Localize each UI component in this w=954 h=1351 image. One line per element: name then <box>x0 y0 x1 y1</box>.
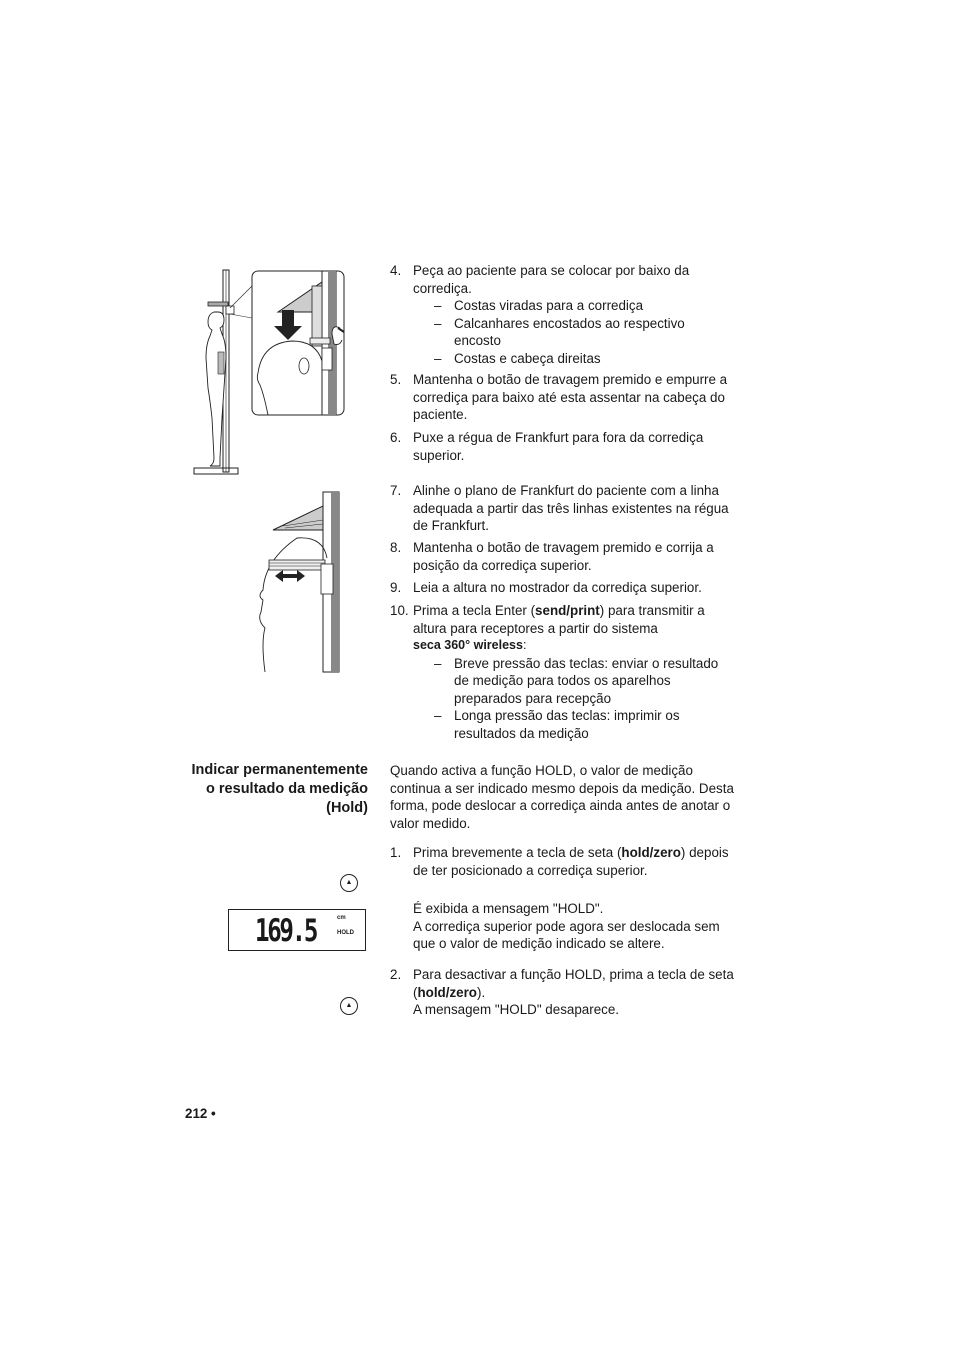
step-text: Puxe a régua de Frankfurt para fora da corrediça superior. <box>413 430 704 463</box>
step-text: Mantenha o botão de travagem premido e corrija a posição da corrediça superior. <box>413 540 714 573</box>
sub-item: – Calcanhares encostados ao respectivo encosto <box>413 315 735 350</box>
step-text: Leia a altura no mostrador da corrediça superior. <box>413 580 702 595</box>
sub-item: – Costas e cabeça direitas <box>413 350 735 368</box>
step-text: Peça ao paciente para se colocar por baixo da corrediça. <box>413 263 690 296</box>
step-9 <box>390 579 735 597</box>
hold-intro: Quando activa a função HOLD, o valor de medição continua a ser indicado mesmo depois da medição. Desta forma, pode deslocar a corrediça ainda antes de anotar o valor medido. <box>390 763 734 831</box>
step-number: 7. <box>390 483 402 498</box>
frankfurt-plane-illustration <box>255 490 355 674</box>
step-7 <box>390 482 735 535</box>
step-4 <box>390 262 735 367</box>
hold-zero-key-label: hold/zero <box>621 845 681 860</box>
step-text: Prima brevemente a tecla de seta (hold/zero) depois de ter posicionado a corrediça superior. <box>413 845 729 878</box>
step-number: 6. <box>390 430 402 445</box>
step-number: 1. <box>390 845 402 860</box>
step-8 <box>390 539 735 574</box>
hold-step-2 <box>390 966 735 1019</box>
step-result: É exibida a mensagem "HOLD". <box>413 901 604 916</box>
step-result: A corrediça superior pode agora ser deslocada sem que o valor de medição indicado se altere. <box>413 918 720 951</box>
step-number: 8. <box>390 540 402 555</box>
page-number: 212 • <box>185 1106 216 1121</box>
send-print-key-label: send/print <box>535 603 600 618</box>
display-unit: cm <box>337 915 346 921</box>
step-text: Mantenha o botão de travagem premido e empurre a corrediça para baixo até esta assentar na cabeça do paciente. <box>413 372 728 422</box>
display-hold-indicator: HOLD <box>337 930 354 936</box>
sub-item: – Costas viradas para a corrediça <box>413 297 735 315</box>
step-5 <box>390 371 735 424</box>
arrow-up-key-icon: ▲ <box>340 997 358 1015</box>
sub-item: – Longa pressão das teclas: imprimir os resultados da medição <box>413 707 735 742</box>
step-10 <box>390 602 735 742</box>
sub-item: – Breve pressão das teclas: enviar o resultado de medição para todos os aparelhos preparados para recepção <box>413 655 735 708</box>
step-number: 9. <box>390 580 402 595</box>
stadiometer-standing-illustration <box>190 268 350 480</box>
step-number: 10. <box>390 603 409 618</box>
system-name: seca 360° wireless: <box>413 638 527 652</box>
step-number: 2. <box>390 967 402 982</box>
arrow-up-key-icon: ▲ <box>340 874 358 892</box>
display-value: 169.5 <box>255 913 317 949</box>
section-heading-hold: Indicar permanentemente o resultado da medição (Hold) <box>191 762 368 816</box>
step-6 <box>390 429 735 464</box>
step-number: 4. <box>390 263 402 278</box>
step-text: Para desactivar a função HOLD, prima a tecla de seta (hold/zero). <box>413 967 734 1000</box>
step-text: Prima a tecla Enter (send/print) para transmitir a altura para receptores a partir do sistema <box>413 603 705 636</box>
step-result: A mensagem "HOLD" desaparece. <box>413 1002 620 1017</box>
step-number: 5. <box>390 372 402 387</box>
hold-zero-key-label: hold/zero <box>417 984 477 1000</box>
hold-step-1 <box>390 844 735 953</box>
lcd-display <box>228 909 366 951</box>
step-text: Alinhe o plano de Frankfurt do paciente com a linha adequada a partir das três linhas existentes na régua de Frankfurt. <box>413 483 729 533</box>
